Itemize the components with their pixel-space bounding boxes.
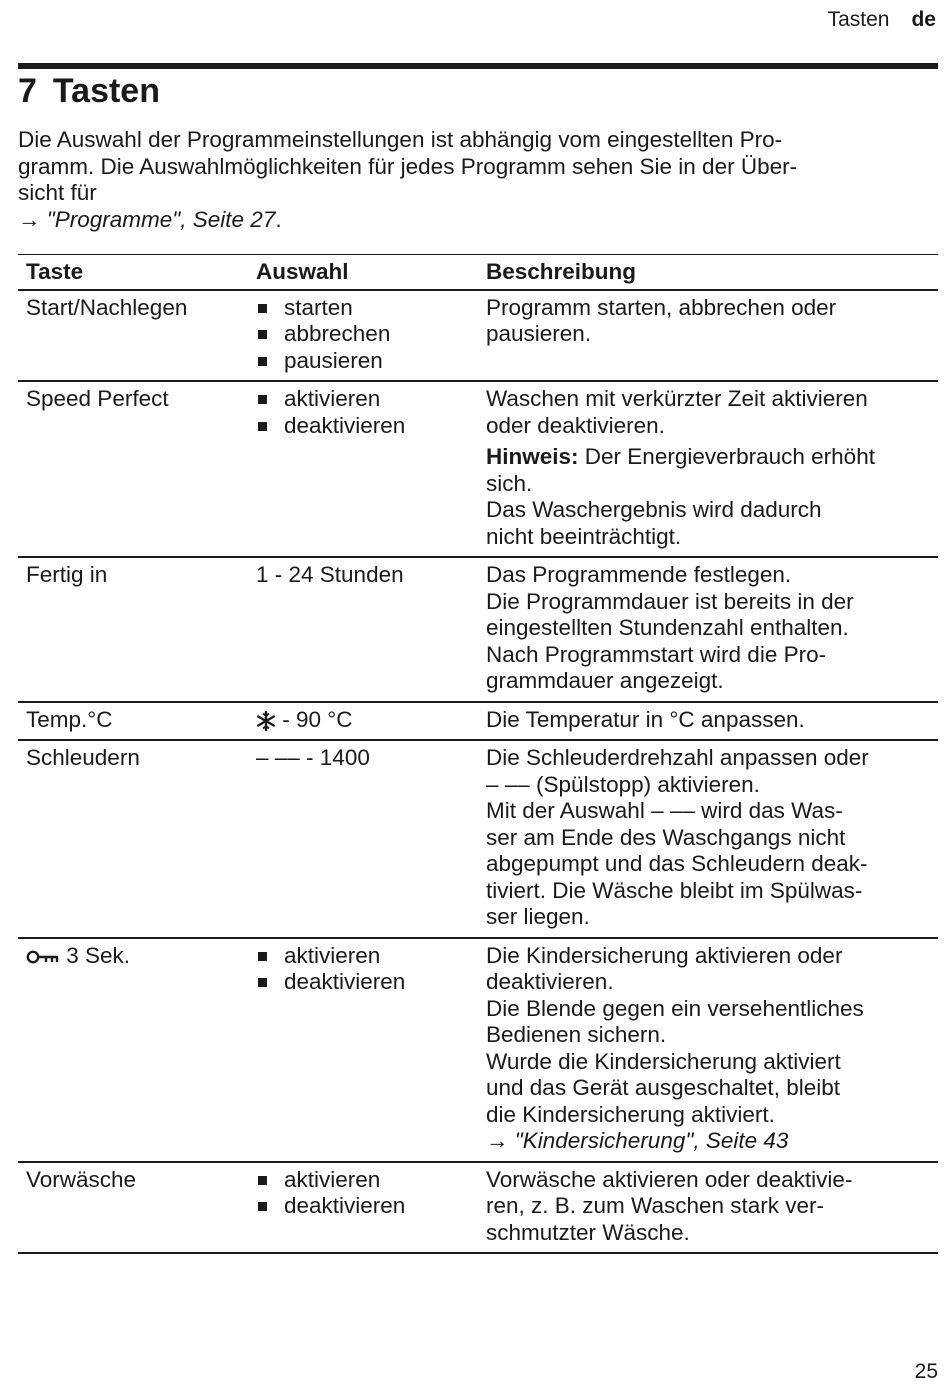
desc-line: Programm starten, abbrechen oder — [486, 294, 837, 320]
option-item: aktivieren — [256, 386, 470, 413]
table-row — [18, 290, 938, 382]
running-header — [828, 8, 936, 32]
key-cell: Speed Perfect — [18, 381, 248, 557]
desc-line: die Kindersicherung aktiviert. — [486, 1101, 775, 1127]
desc-line: pausieren. — [486, 321, 592, 346]
intro-period: . — [275, 206, 282, 232]
note — [486, 444, 930, 550]
desc-line: nicht beeinträchtigt. — [486, 523, 682, 549]
key-cell: Temp.°C — [18, 702, 248, 741]
option-item: abbrechen — [256, 321, 470, 348]
desc-line: grammdauer angezeigt. — [486, 668, 724, 693]
desc-line: Der Energieverbrauch erhöht — [584, 444, 875, 469]
description-cell — [478, 740, 938, 938]
key-cell: Fertig in — [18, 557, 248, 702]
desc-line: ser am Ende des Waschgangs nicht — [486, 824, 846, 850]
desc-line: deaktivieren. — [486, 969, 614, 994]
key-cell: Start/Nachlegen — [18, 290, 248, 382]
key-cell: Schleudern — [18, 740, 248, 938]
option-item: deaktivieren — [256, 969, 470, 996]
kindersicherung-link[interactable]: "Kindersicherung", Seite 43 — [514, 1128, 789, 1153]
intro-paragraph — [18, 127, 933, 233]
selection-cell — [248, 938, 478, 1162]
table-row — [18, 557, 938, 702]
desc-line: Die Kindersicherung aktivieren oder — [486, 942, 843, 968]
chapter-title: Tasten — [52, 72, 160, 110]
selection-cell: 1 - 24 Stunden — [248, 557, 478, 702]
option-item: deaktivieren — [256, 413, 470, 440]
table-row — [18, 938, 938, 1162]
desc-line: Vorwäsche aktivieren oder deaktivie- — [486, 1166, 853, 1192]
description-cell — [478, 557, 938, 702]
table-row — [18, 740, 938, 938]
table-row — [18, 381, 938, 557]
selection-cell: – –– - 1400 — [248, 740, 478, 938]
header-section: Tasten — [827, 8, 890, 31]
header-language: de — [911, 8, 936, 31]
desc-line: Wurde die Kindersicherung aktiviert — [486, 1048, 841, 1074]
description-cell — [478, 290, 938, 382]
keys-table — [18, 254, 938, 1254]
arrow-icon: → — [486, 1128, 509, 1153]
desc-line: Die Programmdauer ist bereits in der — [486, 588, 854, 614]
desc-line: Die Schleuderdrehzahl anpassen oder — [486, 745, 869, 770]
desc-line: sich. — [486, 470, 533, 496]
intro-line: Die Auswahl der Programmeinstellungen ist abhängig vom eingestellten Pro- — [18, 127, 783, 152]
arrow-icon: → — [18, 206, 41, 232]
desc-line: und das Gerät ausgeschaltet, bleibt — [486, 1075, 840, 1100]
table-header-row — [18, 255, 938, 290]
desc-line: eingestellten Stundenzahl enthalten. — [486, 615, 849, 640]
desc-line: Waschen mit verkürzter Zeit aktivieren — [486, 386, 868, 411]
page-number: 25 — [914, 1360, 938, 1383]
key-label: 3 Sek. — [60, 942, 131, 968]
desc-line: Das Programmende festlegen. — [486, 562, 792, 587]
desc-line: oder deaktivieren. — [486, 412, 665, 438]
selection-cell — [248, 1162, 478, 1254]
col-header-selection: Auswahl — [248, 255, 478, 290]
key-icon — [26, 949, 60, 965]
intro-line: sicht für — [18, 180, 97, 205]
chapter-rule — [18, 63, 938, 69]
desc-line: Mit der Auswahl – –– wird das Was- — [486, 798, 843, 823]
intro-line: gramm. Die Auswahlmöglichkeiten für jedes Programm sehen Sie in der Über- — [18, 153, 798, 179]
programme-link[interactable]: "Programme", Seite 27 — [46, 206, 276, 232]
col-header-description: Beschreibung — [478, 255, 938, 290]
selection-cell — [248, 290, 478, 382]
option-item: aktivieren — [256, 1167, 470, 1194]
option-item: deaktivieren — [256, 1193, 470, 1220]
chapter-heading — [18, 72, 160, 111]
option-item: aktivieren — [256, 943, 470, 970]
desc-line: Die Blende gegen ein versehentliches — [486, 995, 864, 1021]
table-row — [18, 1162, 938, 1254]
table-row — [18, 702, 938, 741]
chapter-number: 7 — [18, 72, 37, 110]
description-cell — [478, 702, 938, 741]
selection-cell — [248, 381, 478, 557]
snowflake-icon — [256, 711, 276, 731]
desc-line: Bedienen sichern. — [486, 1022, 667, 1047]
desc-line: abgepumpt und das Schleudern deak- — [486, 851, 868, 876]
desc-line: Das Waschergebnis wird dadurch — [486, 497, 822, 522]
description-cell — [478, 381, 938, 557]
option-item: pausieren — [256, 348, 470, 375]
description-cell — [478, 1162, 938, 1254]
selection-cell — [248, 702, 478, 741]
desc-line: schmutzter Wäsche. — [486, 1219, 690, 1245]
key-cell — [18, 938, 248, 1162]
note-label: Hinweis: — [486, 444, 579, 469]
key-cell: Vorwäsche — [18, 1162, 248, 1254]
desc-line: Nach Programmstart wird die Pro- — [486, 641, 827, 667]
temperature-range: - 90 °C — [276, 706, 353, 732]
desc-line: ser liegen. — [486, 904, 590, 929]
description-cell — [478, 938, 938, 1162]
desc-line: Die Temperatur in °C anpassen. — [486, 706, 805, 732]
option-item: starten — [256, 295, 470, 322]
desc-line: tiviert. Die Wäsche bleibt im Spülwas- — [486, 877, 863, 903]
desc-line: – –– (Spülstopp) aktivieren. — [486, 771, 760, 797]
desc-line: ren, z. B. zum Waschen stark ver- — [486, 1193, 825, 1218]
col-header-key: Taste — [18, 255, 248, 290]
